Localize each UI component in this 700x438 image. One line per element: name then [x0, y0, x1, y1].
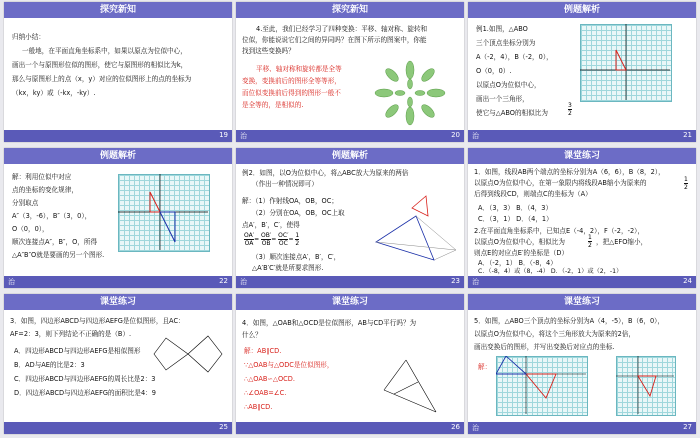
text-line: ，把△EFO缩小，: [596, 238, 648, 246]
text-line: 以原点O为位似中心，相似比为: [474, 238, 565, 246]
answer-line: ∴AB∥CD.: [244, 403, 273, 411]
slide-26[interactable]: [236, 294, 464, 434]
text-line: 画出一个三角形，: [476, 95, 529, 103]
text-line: 一般地，在平面直角坐标系中，如果以原点为位似中心，: [22, 47, 187, 55]
text-line: 以原点O为位似中心，在第一象限内将线段AB缩小为原来的: [474, 179, 647, 187]
text-line: 位似，你能说说它们之间的异同吗？在图下所示的图案中，你能: [242, 36, 427, 44]
text-line: 1．如图，线段AB两个端点的坐标分别为A（6，6），B（8，2），: [474, 168, 665, 176]
answer-line: ∴∠OAB=∠C.: [244, 389, 287, 397]
slide-title: 探究新知: [236, 2, 464, 18]
answer-line: 解：AB∥CD.: [244, 347, 282, 355]
slide-title: 例题解析: [468, 2, 696, 18]
text-line: 以原点O为位似中心，将这个三角形放大为原来的2倍，: [474, 330, 636, 338]
slide-number: 24: [683, 277, 692, 285]
numerator: OA′: [244, 232, 255, 239]
numerator: OC′: [278, 232, 289, 239]
footer-label: 治: [472, 132, 479, 140]
option-line: C．（3，1） D．（4，1）: [478, 215, 553, 223]
footer-label: 治: [240, 132, 247, 140]
ratio-fraction: [568, 102, 572, 117]
text-line: 顺次连接点A″，B″，O，所得: [12, 238, 98, 246]
slide-footer: [4, 276, 232, 288]
slide-25[interactable]: [4, 294, 232, 434]
option-line: D．四边形ABCD与四边形AEFG的面积比是4：9: [14, 389, 156, 397]
text-line: 5．如图，△ABO三个顶点的坐标分别为A（4，-5），B（6，0），: [474, 317, 665, 325]
footer-label: 治: [240, 278, 247, 286]
slide-number: 20: [451, 131, 460, 139]
slide-number: 22: [219, 277, 228, 285]
ratio-equation: $\frac{OA'}{OA}$ = $\frac{OB'}{OB}$ = $\frac{OC'}{OC}$ = $\frac{1}{2}$: [244, 232, 300, 247]
slide-footer: [4, 422, 232, 434]
option-line: A．四边形ABCD与四边形AEFG是相似图形: [14, 347, 141, 355]
numerator: 1: [295, 232, 300, 239]
slide-number: 23: [451, 277, 460, 285]
text-line: 找到这些变换吗？: [242, 47, 295, 55]
text-line: 4.至此，我们已经学习了四种变换：平移、轴对称、旋转和: [256, 25, 428, 33]
text-line: 4．如图，△OAB和△OCD是位似图形，AB与CD平行吗？为: [242, 319, 417, 327]
footer-label: 治: [8, 278, 15, 286]
slide-21[interactable]: [468, 2, 696, 142]
slide-title: 例题解析: [236, 148, 464, 164]
denominator: OB: [261, 240, 271, 247]
text-line: 例2．如图，以O为位似中心，将△ABC放大为原来的两倍: [242, 169, 409, 177]
text-line: AF=2：3，则下列结论不正确的是（B）.: [10, 330, 132, 338]
answer-line: 变换，变换前后的图形全等等形，: [242, 77, 341, 85]
ratio-fraction: [588, 234, 592, 249]
text-line: O（0，0）.: [476, 67, 512, 75]
text-line: （2）分别在OA，OB，OC上取: [252, 209, 345, 217]
text-line: 3．如图，四边形ABCD与四边形AEFG是位似图形，且AC：: [10, 317, 185, 325]
text-line: 解：（1）作射线OA，OB，OC；: [242, 197, 338, 205]
denominator: 2: [684, 184, 688, 191]
text-line: 使它与△ABO的相似比为: [476, 109, 548, 117]
text-line: 例1.如图，△ABO: [476, 25, 528, 33]
text-line: 点A′，B′，C′，使得: [242, 221, 300, 229]
text-line: （kx，ky）或（-kx，-ky）.: [12, 89, 96, 97]
slide-title: 探究新知: [4, 2, 232, 18]
answer-line: ∵△OAB与△ODC是位似图形，: [244, 361, 334, 369]
text-line: 画出一个与原图形位似的图形，使它与原图形的相似比为k，: [12, 61, 188, 69]
slide-24[interactable]: [468, 148, 696, 288]
slide-22[interactable]: [4, 148, 232, 288]
slide-title: 课堂练习: [468, 148, 696, 164]
slide-20[interactable]: [236, 2, 464, 142]
triangle-diagram: [372, 188, 460, 276]
slide-title: 课堂练习: [4, 294, 232, 310]
summary-heading: 归纳小结：: [12, 33, 45, 41]
text-line: 三个顶点坐标分别为: [476, 39, 536, 47]
slide-footer: [236, 422, 464, 434]
slide-footer: [236, 130, 464, 142]
slide-number: 19: [219, 131, 228, 139]
numerator: 1: [588, 234, 592, 241]
text-line: 以原点O为位似中心，: [476, 81, 541, 89]
slide-footer: [468, 276, 696, 288]
numerator: 3: [568, 102, 572, 109]
footer-label: 治: [472, 424, 479, 432]
numerator: 1: [684, 176, 688, 183]
footer-label: 治: [472, 278, 479, 286]
text-line: A（-2，4），B（-2，0），: [476, 53, 553, 61]
ratio-fraction: [684, 176, 688, 191]
slide-27[interactable]: [468, 294, 696, 434]
option-line: A．（-2，1） B．（-8，4）: [478, 259, 557, 267]
slide-number: 27: [683, 423, 692, 431]
text-line: 2.在平面直角坐标系中，已知点E（-4，2），F（-2，-2），: [474, 227, 645, 235]
triangle-diagram: [376, 350, 456, 416]
answer-line: 而位似变换前后得到的图形一般不: [242, 89, 341, 97]
slide-footer: [4, 130, 232, 142]
denominator: OC: [278, 240, 288, 247]
slide-footer: [236, 276, 464, 288]
answer-line: ∴△OAB∽△OCD.: [244, 375, 295, 383]
denominator: 2: [568, 110, 572, 117]
text-line: 则点E的对应点E′的坐标是（D）: [474, 249, 569, 257]
slide-footer: [468, 130, 696, 142]
slide-title: 课堂练习: [236, 294, 464, 310]
text-line: △A′B′C′就是所要求图形.: [252, 264, 324, 272]
text-line: 什么？: [242, 331, 262, 339]
text-line: O（0，0），: [12, 225, 49, 233]
triangle-diagram: [118, 174, 210, 252]
slide-number: 25: [219, 423, 228, 431]
denominator: 2: [588, 242, 592, 249]
slide-number: 21: [683, 131, 692, 139]
slide-footer: [468, 422, 696, 434]
option-line: A．（3，3） B．（4，3）: [478, 204, 553, 212]
triangle-diagram: [580, 24, 672, 102]
text-line: 后得到线段CD，则端点C的坐标为（A）: [474, 190, 592, 198]
slide-title: 课堂练习: [468, 294, 696, 310]
slide-number: 26: [451, 423, 460, 431]
slide-title: 例题解析: [4, 148, 232, 164]
option-line: C．四边形ABCD与四边形AEFG的周长比是2：3: [14, 375, 156, 383]
text-line: △A″B″O就是要画的另一个图形.: [12, 251, 105, 259]
option-line: B．AD与AE的比是2：3: [14, 361, 85, 369]
text-line: 分别取点: [12, 199, 39, 207]
quadrilateral-diagram: [152, 334, 224, 374]
option-line: C．（-8，4）或（8，-4） D．（-2，1）或（2，-1）: [478, 268, 623, 275]
text-line: 点的坐标的变化规律，: [12, 186, 78, 194]
answer-label: 解：: [478, 363, 492, 371]
answer-line: 是全等的，是相似的.: [242, 101, 304, 109]
text-line: A″（3，-6），B″（3，0），: [12, 212, 92, 220]
text-line: （3）顺次连接点A′，B′，C′，: [252, 253, 341, 261]
numerator: OB′: [261, 232, 272, 239]
denominator: 2: [295, 240, 300, 247]
slide-23[interactable]: [236, 148, 464, 288]
text-line: 那么与原图形上的点（x，y）对应的位似图形上的点的坐标为: [12, 75, 192, 83]
text-line: 画出变换后的图形，并写出变换后对应点的坐标.: [474, 343, 615, 351]
triangle-diagram: [496, 356, 588, 416]
slide-19[interactable]: [4, 2, 232, 142]
denominator: OA: [244, 240, 254, 247]
leaf-pattern-image: [372, 58, 448, 128]
text-line: 解：利用位似中对应: [12, 173, 72, 181]
answer-line: 平移、轴对称和旋转都是全等: [256, 65, 342, 73]
triangle-diagram: [616, 356, 676, 416]
text-line: （作出一种情况即可）: [252, 180, 318, 188]
